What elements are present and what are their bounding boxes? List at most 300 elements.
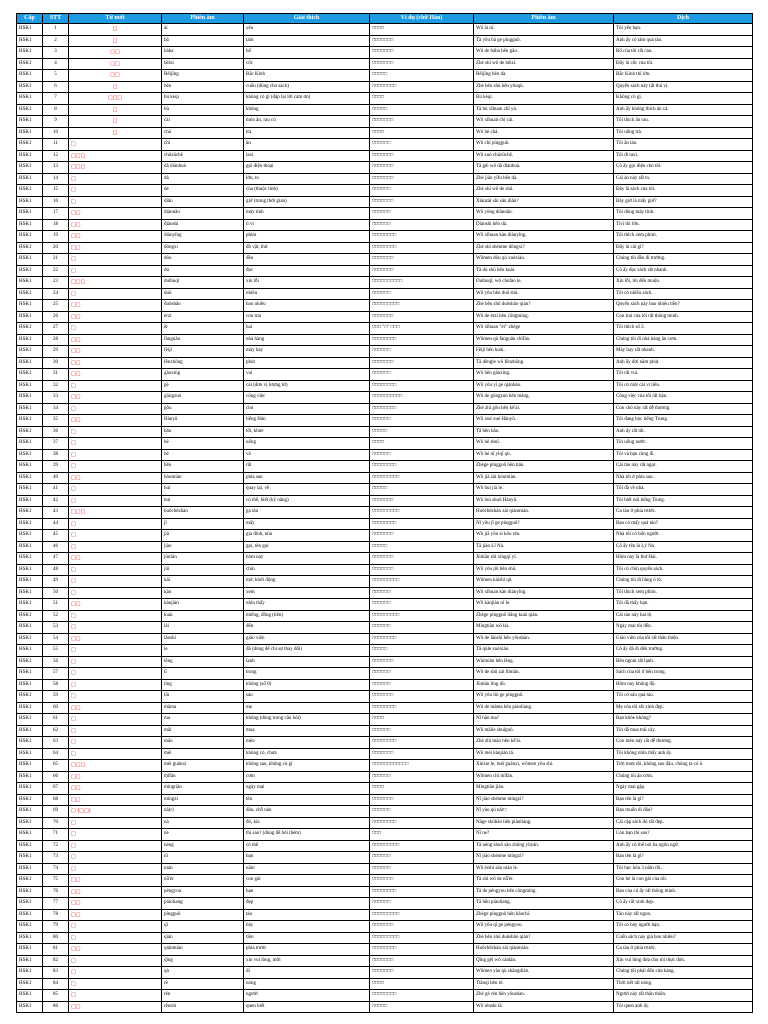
cell-stt: 83 bbox=[43, 967, 69, 979]
cell-meaning: phía sau bbox=[244, 472, 370, 484]
cell-example-pinyin: Běijīng hěn dà. bbox=[474, 70, 614, 82]
cell-meaning: lớn, to bbox=[244, 173, 370, 185]
cell-stt: 55 bbox=[43, 645, 69, 657]
cell-example-pinyin: Tā shì wǒ de nǚ'ér. bbox=[474, 875, 614, 887]
cell-level: HSK1 bbox=[17, 196, 43, 208]
cell-meaning: không có gì (đáp lại lời cảm ơn) bbox=[244, 93, 370, 105]
cell-level: HSK1 bbox=[17, 840, 43, 852]
cell-stt: 57 bbox=[43, 668, 69, 680]
cell-new-word: □□ bbox=[69, 334, 162, 346]
cell-new-word: □ bbox=[69, 323, 162, 335]
cell-level: HSK1 bbox=[17, 691, 43, 703]
cell-translation: Xin lỗi, tôi đến muộn. bbox=[614, 277, 753, 289]
table-row bbox=[17, 242, 753, 254]
cell-example: □□□ "□" □□□ bbox=[370, 323, 474, 335]
cell-example-pinyin: Diànshì hěn dà. bbox=[474, 219, 614, 231]
cell-stt: 65 bbox=[43, 760, 69, 772]
cell-pinyin: duō bbox=[162, 288, 244, 300]
cell-stt: 36 bbox=[43, 426, 69, 438]
cell-translation: Tôi đã về nhà. bbox=[614, 484, 753, 496]
cell-stt: 30 bbox=[43, 357, 69, 369]
cell-example-pinyin: Wǒ kànjiàn nǐ le. bbox=[474, 599, 614, 611]
cell-new-word: □ bbox=[69, 967, 162, 979]
cell-new-word: □□ bbox=[69, 346, 162, 358]
cell-new-word: □□ bbox=[69, 886, 162, 898]
cell-pinyin: piàoliang bbox=[162, 898, 244, 910]
cell-meaning: tám bbox=[244, 35, 370, 47]
table-row bbox=[17, 162, 753, 174]
table-row bbox=[17, 921, 753, 933]
table-row bbox=[17, 691, 753, 703]
cell-stt: 28 bbox=[43, 334, 69, 346]
cell-meaning: mua bbox=[244, 725, 370, 737]
cell-translation: Anh ấy có thể nói ba ngôn ngữ. bbox=[614, 840, 753, 852]
cell-example: □□□□ bbox=[370, 127, 474, 139]
cell-pinyin: bú kèqi bbox=[162, 93, 244, 105]
cell-translation: Ga tàu ở phía trước. bbox=[614, 944, 753, 956]
cell-pinyin: bēizi bbox=[162, 58, 244, 70]
cell-example: □□□□□□□ bbox=[370, 116, 474, 128]
cell-new-word: □ bbox=[69, 564, 162, 576]
cell-level: HSK1 bbox=[17, 587, 43, 599]
cell-example: □□□□□□□□ bbox=[370, 518, 474, 530]
cell-level: HSK1 bbox=[17, 93, 43, 105]
cell-new-word: □ bbox=[69, 691, 162, 703]
cell-pinyin: de bbox=[162, 185, 244, 197]
cell-level: HSK1 bbox=[17, 449, 43, 461]
cell-translation: Anh ấy đợi năm phút. bbox=[614, 357, 753, 369]
table-row bbox=[17, 518, 753, 530]
cell-pinyin: qián bbox=[162, 932, 244, 944]
cell-level: HSK1 bbox=[17, 760, 43, 772]
cell-pinyin: diànshì bbox=[162, 219, 244, 231]
cell-meaning: quen biết bbox=[244, 1001, 370, 1013]
cell-meaning: ăn bbox=[244, 139, 370, 151]
cell-new-word: □ bbox=[69, 449, 162, 461]
cell-new-word: □□ bbox=[69, 242, 162, 254]
cell-new-word: □ bbox=[69, 484, 162, 496]
cell-new-word: □ bbox=[69, 817, 162, 829]
cell-meaning: nóng bbox=[244, 978, 370, 990]
cell-new-word: □ bbox=[69, 645, 162, 657]
cell-stt: 54 bbox=[43, 633, 69, 645]
cell-meaning: đẹp bbox=[244, 898, 370, 910]
cell-example-pinyin: Zhè shì wǒ de bēizi. bbox=[474, 58, 614, 70]
cell-stt: 3 bbox=[43, 47, 69, 59]
cell-stt: 18 bbox=[43, 219, 69, 231]
cell-level: HSK1 bbox=[17, 518, 43, 530]
table-body bbox=[17, 24, 753, 1013]
cell-stt: 77 bbox=[43, 898, 69, 910]
cell-meaning: taxi bbox=[244, 150, 370, 162]
cell-new-word: □□ bbox=[69, 472, 162, 484]
cell-pinyin: bù bbox=[162, 104, 244, 116]
cell-level: HSK1 bbox=[17, 1001, 43, 1013]
cell-translation: Nhà tôi ở phía sau. bbox=[614, 472, 753, 484]
cell-new-word: □ bbox=[69, 116, 162, 128]
cell-example: □□□□□□ bbox=[370, 725, 474, 737]
table-row bbox=[17, 875, 753, 887]
cell-example-pinyin: Wǒmen dōu qù xuéxiào. bbox=[474, 254, 614, 266]
cell-level: HSK1 bbox=[17, 852, 43, 864]
cell-meaning: chín bbox=[244, 564, 370, 576]
cell-meaning: tiền bbox=[244, 932, 370, 944]
cell-new-word: □ bbox=[69, 725, 162, 737]
cell-translation: Mẹ của tôi rất xinh đẹp. bbox=[614, 702, 753, 714]
table-row bbox=[17, 806, 753, 818]
cell-example-pinyin: Wǒ xǐhuan kàn diànyǐng. bbox=[474, 231, 614, 243]
cell-example: □□□□□□□ bbox=[370, 254, 474, 266]
cell-translation: Giáo viên của tôi rất thân thiện. bbox=[614, 633, 753, 645]
cell-pinyin: lái bbox=[162, 622, 244, 634]
cell-meaning: hai bbox=[244, 323, 370, 335]
cell-example-pinyin: Huǒchēzhàn zài qiánmiàn. bbox=[474, 507, 614, 519]
cell-example-pinyin: Zhè běn shū duōshǎo qián? bbox=[474, 932, 614, 944]
cell-meaning: đã (dùng để chỉ sự thay đổi) bbox=[244, 645, 370, 657]
cell-example-pinyin: Wǒ de bàba hěn gāo. bbox=[474, 47, 614, 59]
cell-translation: Cái áo này rất to. bbox=[614, 173, 753, 185]
header-level: Cấp bbox=[17, 14, 43, 24]
cell-meaning: bố bbox=[244, 47, 370, 59]
header-pinyin: Phiên âm bbox=[162, 14, 244, 24]
cell-meaning: ngày mai bbox=[244, 783, 370, 795]
cell-example: □□□□□□□ bbox=[370, 656, 474, 668]
table-row bbox=[17, 380, 753, 392]
cell-level: HSK1 bbox=[17, 403, 43, 415]
cell-new-word: □ bbox=[69, 495, 162, 507]
cell-example-pinyin: Jīntiān shì xīngqī yī. bbox=[474, 553, 614, 565]
cell-example-pinyin: Wǒmen yào qù shāngdiàn. bbox=[474, 967, 614, 979]
cell-pinyin: bā bbox=[162, 35, 244, 47]
cell-pinyin: jiào bbox=[162, 541, 244, 553]
cell-meaning: mẹ bbox=[244, 702, 370, 714]
cell-level: HSK1 bbox=[17, 185, 43, 197]
cell-new-word: □□ bbox=[69, 300, 162, 312]
cell-meaning: bạn bbox=[244, 852, 370, 864]
cell-stt: 7 bbox=[43, 93, 69, 105]
table-row bbox=[17, 541, 753, 553]
cell-new-word: □□ bbox=[69, 944, 162, 956]
cell-example: □□□□□□ bbox=[370, 369, 474, 381]
cell-new-word: □ bbox=[69, 840, 162, 852]
cell-stt: 80 bbox=[43, 932, 69, 944]
cell-example: □□□□□□□□ bbox=[370, 334, 474, 346]
cell-example: □□□□□□ bbox=[370, 622, 474, 634]
cell-stt: 6 bbox=[43, 81, 69, 93]
cell-new-word: □□ bbox=[69, 599, 162, 611]
cell-example-pinyin: Wǒ hěn gāoxìng. bbox=[474, 369, 614, 381]
cell-level: HSK1 bbox=[17, 139, 43, 151]
cell-example-pinyin: Zhè zhī gǒu hěn kě'ài. bbox=[474, 403, 614, 415]
table-row bbox=[17, 449, 753, 461]
table-row bbox=[17, 58, 753, 70]
cell-new-word: □□ bbox=[69, 369, 162, 381]
cell-pinyin: jiǔ bbox=[162, 564, 244, 576]
cell-translation: Anh ấy rất tốt. bbox=[614, 426, 753, 438]
cell-example-pinyin: Nǐ jiào shénme míngzi? bbox=[474, 852, 614, 864]
cell-meaning: không bbox=[244, 104, 370, 116]
cell-example-pinyin: Tā bù xǐhuan chī yú. bbox=[474, 104, 614, 116]
cell-example: □□□□□□ bbox=[370, 346, 474, 358]
cell-level: HSK1 bbox=[17, 863, 43, 875]
cell-new-word: □ bbox=[69, 24, 162, 36]
cell-translation: Chúng tôi đều đi trường. bbox=[614, 254, 753, 266]
cell-example: □□□□□□□ bbox=[370, 495, 474, 507]
cell-new-word: □ bbox=[69, 288, 162, 300]
cell-meaning: sáu bbox=[244, 691, 370, 703]
cell-translation: Con mèo này rất dễ thương. bbox=[614, 737, 753, 749]
cell-meaning: phía trước bbox=[244, 944, 370, 956]
cell-meaning: công việc bbox=[244, 392, 370, 404]
cell-meaning: lạnh bbox=[244, 656, 370, 668]
cell-pinyin: méi bbox=[162, 748, 244, 760]
cell-translation: Cái táo này rất ngọt. bbox=[614, 461, 753, 473]
cell-stt: 70 bbox=[43, 817, 69, 829]
cell-example: □□□□□□□ bbox=[370, 47, 474, 59]
cell-stt: 56 bbox=[43, 656, 69, 668]
cell-translation: Tôi uống trà. bbox=[614, 127, 753, 139]
cell-new-word: □ bbox=[69, 852, 162, 864]
cell-meaning: xin vui lòng, mời bbox=[244, 955, 370, 967]
cell-level: HSK1 bbox=[17, 714, 43, 726]
cell-pinyin: chī bbox=[162, 139, 244, 151]
cell-example: □□□ bbox=[370, 829, 474, 841]
cell-new-word: □ bbox=[69, 403, 162, 415]
cell-example-pinyin: Tā néng shuō sān zhǒng yǔyán. bbox=[474, 840, 614, 852]
cell-example: □□□□□□□□ bbox=[370, 403, 474, 415]
cell-level: HSK1 bbox=[17, 530, 43, 542]
cell-stt: 59 bbox=[43, 691, 69, 703]
cell-example-pinyin: Wǒ èrshí sān nián le. bbox=[474, 863, 614, 875]
cell-example-pinyin: Wàimiàn hěn lěng. bbox=[474, 656, 614, 668]
cell-example-pinyin: Wǒmen qù fànguǎn chīfàn. bbox=[474, 334, 614, 346]
table-row bbox=[17, 81, 753, 93]
cell-example-pinyin: Wǒ de lǎoshī hěn yǒushàn. bbox=[474, 633, 614, 645]
table-row bbox=[17, 783, 753, 795]
cell-new-word: □ bbox=[69, 461, 162, 473]
cell-stt: 68 bbox=[43, 794, 69, 806]
cell-stt: 67 bbox=[43, 783, 69, 795]
cell-pinyin: duōshǎo bbox=[162, 300, 244, 312]
cell-pinyin: hé bbox=[162, 449, 244, 461]
cell-level: HSK1 bbox=[17, 438, 43, 450]
cell-meaning: hôm nay bbox=[244, 553, 370, 565]
cell-example-pinyin: Zhè jiān yīfu hěn dà. bbox=[474, 173, 614, 185]
cell-pinyin: qǐng bbox=[162, 955, 244, 967]
cell-stt: 60 bbox=[43, 702, 69, 714]
cell-meaning: đâu, chỗ nào bbox=[244, 806, 370, 818]
cell-translation: Tôi không nhìn thấy anh ấy. bbox=[614, 748, 753, 760]
table-row bbox=[17, 990, 753, 1002]
header-new-word: Từ mới bbox=[69, 14, 162, 24]
cell-new-word: □□ bbox=[69, 392, 162, 404]
cell-example-pinyin: Fēijī hěn kuài. bbox=[474, 346, 614, 358]
cell-new-word: □□ bbox=[69, 208, 162, 220]
cell-translation: Bố của tôi rất cao. bbox=[614, 47, 753, 59]
cell-translation: Tôi có nhiều sách. bbox=[614, 288, 753, 300]
cell-translation: Bạn tên là gì? bbox=[614, 794, 753, 806]
cell-new-word: □□ bbox=[69, 311, 162, 323]
cell-meaning: yêu bbox=[244, 24, 370, 36]
cell-stt: 43 bbox=[43, 507, 69, 519]
cell-example: □□□□□□ bbox=[370, 852, 474, 864]
cell-translation: Chúng tôi ăn cơm. bbox=[614, 771, 753, 783]
cell-pinyin: néng bbox=[162, 840, 244, 852]
cell-stt: 71 bbox=[43, 829, 69, 841]
cell-new-word: □□□ bbox=[69, 277, 162, 289]
cell-example-pinyin: Nǐ yǒu jǐ ge píngguǒ? bbox=[474, 518, 614, 530]
cell-level: HSK1 bbox=[17, 599, 43, 611]
cell-stt: 84 bbox=[43, 978, 69, 990]
cell-example: □□□□□□ bbox=[370, 415, 474, 427]
cell-example: □□□□□□ bbox=[370, 771, 474, 783]
cell-translation: Tôi thích xem phim. bbox=[614, 231, 753, 243]
table-row bbox=[17, 863, 753, 875]
cell-level: HSK1 bbox=[17, 541, 43, 553]
cell-pinyin: cài bbox=[162, 116, 244, 128]
cell-level: HSK1 bbox=[17, 645, 43, 657]
cell-meaning: đến bbox=[244, 622, 370, 634]
cell-level: HSK1 bbox=[17, 231, 43, 243]
cell-meaning: cuốn (dùng cho sách) bbox=[244, 81, 370, 93]
cell-pinyin: běn bbox=[162, 81, 244, 93]
cell-example: □□□□□□□ bbox=[370, 691, 474, 703]
cell-example-pinyin: Nǐ ne? bbox=[474, 829, 614, 841]
table-row bbox=[17, 737, 753, 749]
cell-new-word: □□ bbox=[69, 702, 162, 714]
cell-example-pinyin: Zhège píngguǒ hěn tián. bbox=[474, 461, 614, 473]
cell-level: HSK1 bbox=[17, 346, 43, 358]
cell-new-word: □□ bbox=[69, 633, 162, 645]
cell-pinyin: lěng bbox=[162, 656, 244, 668]
cell-level: HSK1 bbox=[17, 219, 43, 231]
cell-level: HSK1 bbox=[17, 461, 43, 473]
cell-stt: 11 bbox=[43, 139, 69, 151]
cell-example-pinyin: Xiànzài shì sān diǎn? bbox=[474, 196, 614, 208]
cell-new-word: □ bbox=[69, 863, 162, 875]
table-row bbox=[17, 852, 753, 864]
cell-example-pinyin: Huǒchēzhàn zài qiánmiàn. bbox=[474, 944, 614, 956]
table-row bbox=[17, 817, 753, 829]
cell-example-pinyin: Wǒ ài nǐ. bbox=[474, 24, 614, 36]
cell-new-word: □ bbox=[69, 196, 162, 208]
cell-example: □□□□□□□□□ bbox=[370, 909, 474, 921]
cell-translation: Tôi rất vui. bbox=[614, 369, 753, 381]
cell-translation: Bạn muốn đi đâu? bbox=[614, 806, 753, 818]
cell-example-pinyin: Wǒmen kāishǐ qù. bbox=[474, 576, 614, 588]
cell-new-word: □ bbox=[69, 737, 162, 749]
cell-example: □□□□□□□□ bbox=[370, 817, 474, 829]
cell-level: HSK1 bbox=[17, 35, 43, 47]
cell-new-word: □ bbox=[69, 254, 162, 266]
cell-translation: Tôi uống nước. bbox=[614, 438, 753, 450]
cell-example: □□□□ bbox=[370, 438, 474, 450]
cell-level: HSK1 bbox=[17, 104, 43, 116]
cell-new-word: □ bbox=[69, 990, 162, 1002]
cell-translation: Tôi thích số 2. bbox=[614, 323, 753, 335]
cell-stt: 46 bbox=[43, 541, 69, 553]
cell-new-word: □ bbox=[69, 518, 162, 530]
cell-pinyin: diànyǐng bbox=[162, 231, 244, 243]
cell-pinyin: lǎoshī bbox=[162, 633, 244, 645]
cell-pinyin: qù bbox=[162, 967, 244, 979]
cell-level: HSK1 bbox=[17, 162, 43, 174]
cell-example: □□□□□□ bbox=[370, 185, 474, 197]
cell-new-word: □ bbox=[69, 576, 162, 588]
cell-example: □□□□□□□ bbox=[370, 921, 474, 933]
cell-new-word: □□ bbox=[69, 70, 162, 82]
cell-stt: 15 bbox=[43, 185, 69, 197]
cell-meaning: gọi, tên gọi bbox=[244, 541, 370, 553]
cell-pinyin: píngguǒ bbox=[162, 909, 244, 921]
cell-level: HSK1 bbox=[17, 610, 43, 622]
cell-meaning: người bbox=[244, 990, 370, 1002]
table-row bbox=[17, 93, 753, 105]
cell-stt: 86 bbox=[43, 1001, 69, 1013]
table-row bbox=[17, 599, 753, 611]
cell-example: □□□□□□□□□ bbox=[370, 932, 474, 944]
cell-example: □□□□□□□□□ bbox=[370, 576, 474, 588]
cell-pinyin: nǎ(r) bbox=[162, 806, 244, 818]
table-row bbox=[17, 265, 753, 277]
cell-translation: Tôi yêu bạn. bbox=[614, 24, 753, 36]
cell-stt: 8 bbox=[43, 104, 69, 116]
cell-pinyin: nǐ bbox=[162, 852, 244, 864]
cell-pinyin: qī bbox=[162, 921, 244, 933]
cell-stt: 42 bbox=[43, 495, 69, 507]
cell-meaning: gọi điện thoại bbox=[244, 162, 370, 174]
cell-translation: Ngày mai gặp. bbox=[614, 783, 753, 795]
cell-meaning: mấy bbox=[244, 518, 370, 530]
cell-level: HSK1 bbox=[17, 553, 43, 565]
cell-example-pinyin: Wǒ hé nǐ yìqǐ qù. bbox=[474, 449, 614, 461]
cell-translation: Tivi thì lớn. bbox=[614, 219, 753, 231]
cell-translation: Táo này rất ngon. bbox=[614, 909, 753, 921]
cell-new-word: □□□ bbox=[69, 150, 162, 162]
cell-meaning: mèo bbox=[244, 737, 370, 749]
cell-pinyin: hěn bbox=[162, 461, 244, 473]
header-row bbox=[17, 14, 753, 24]
cell-level: HSK1 bbox=[17, 806, 43, 818]
cell-meaning: của (thuộc tính) bbox=[244, 185, 370, 197]
cell-stt: 76 bbox=[43, 886, 69, 898]
cell-example-pinyin: Wǒ yòng diànnǎo. bbox=[474, 208, 614, 220]
cell-meaning: không sao, không có gì bbox=[244, 760, 370, 772]
cell-translation: Tôi đã mua trái cây. bbox=[614, 725, 753, 737]
cell-new-word: □□□ bbox=[69, 93, 162, 105]
cell-pinyin: le bbox=[162, 645, 244, 657]
table-row bbox=[17, 633, 753, 645]
table-row bbox=[17, 484, 753, 496]
cell-example: □□□□□□ bbox=[370, 587, 474, 599]
table-row bbox=[17, 1001, 753, 1013]
cell-translation: Chúng tôi phải đến cửa hàng. bbox=[614, 967, 753, 979]
cell-pinyin: bàba bbox=[162, 47, 244, 59]
cell-pinyin: nián bbox=[162, 863, 244, 875]
cell-example-pinyin: Zhège píngguǒ hěn hǎochī. bbox=[474, 909, 614, 921]
table-row bbox=[17, 622, 753, 634]
cell-example-pinyin: Wǒ de érzi hěn cōngming. bbox=[474, 311, 614, 323]
cell-example: □□□□□□□ bbox=[370, 196, 474, 208]
cell-example-pinyin: Zhège píngguǒ liǎng kuài qián. bbox=[474, 610, 614, 622]
cell-example: □□□□□□□□□ bbox=[370, 472, 474, 484]
cell-translation: Tôi thích xem phim. bbox=[614, 587, 753, 599]
cell-example: □□□□□□ bbox=[370, 599, 474, 611]
cell-stt: 10 bbox=[43, 127, 69, 139]
table-row bbox=[17, 702, 753, 714]
cell-example-pinyin: Zhè gè rén hěn yǒushàn. bbox=[474, 990, 614, 1002]
cell-new-word: □□□ bbox=[69, 507, 162, 519]
